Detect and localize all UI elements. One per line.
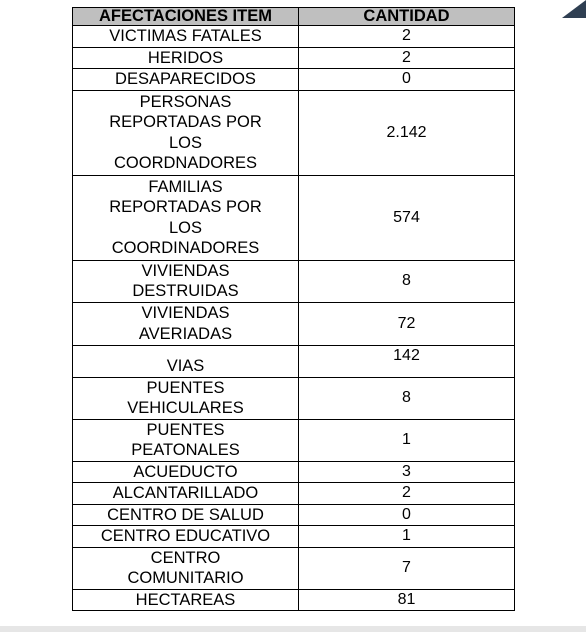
row-item-acueducto: ACUEDUCTO xyxy=(73,461,299,483)
row-item-victimas-fatales: VICTIMAS FATALES xyxy=(73,26,299,48)
row-cantidad: 2 xyxy=(299,26,515,48)
table-row xyxy=(73,483,515,505)
row-item-centro-educativo: CENTRO EDUCATIVO xyxy=(73,526,299,548)
row-item-familias-reportadas: FAMILIAS REPORTADAS POR LOS COORDINADORES xyxy=(73,175,299,260)
header-cantidad: CANTIDAD xyxy=(299,8,515,26)
row-item-heridos: HERIDOS xyxy=(73,47,299,69)
table-row xyxy=(73,47,515,69)
table-row xyxy=(73,589,515,611)
row-cantidad: 0 xyxy=(299,69,515,91)
row-cantidad: 1 xyxy=(299,526,515,548)
row-cantidad: 142 xyxy=(299,345,515,377)
table-row xyxy=(73,69,515,91)
row-cantidad: 2.142 xyxy=(299,90,515,175)
row-item-hectareas: HECTAREAS xyxy=(73,589,299,611)
row-cantidad: 0 xyxy=(299,504,515,526)
table-row xyxy=(73,90,515,175)
table-row xyxy=(73,345,515,377)
header-afectaciones-item: AFECTACIONES ITEM xyxy=(73,8,299,26)
table-row xyxy=(73,461,515,483)
afectaciones-table xyxy=(72,7,515,611)
row-item-personas-reportadas: PERSONAS REPORTADAS POR LOS COORDNADORES xyxy=(73,90,299,175)
corner-accent-shape xyxy=(562,0,586,18)
table-header-row xyxy=(73,8,515,26)
table-row xyxy=(73,260,515,302)
row-item-viviendas-destruidas: VIVIENDAS DESTRUIDAS xyxy=(73,260,299,302)
row-cantidad: 8 xyxy=(299,377,515,419)
row-cantidad: 2 xyxy=(299,483,515,505)
row-cantidad: 81 xyxy=(299,589,515,611)
row-cantidad: 574 xyxy=(299,175,515,260)
row-item-viviendas-averiadas: VIVIENDAS AVERIADAS xyxy=(73,302,299,345)
row-cantidad: 8 xyxy=(299,260,515,302)
bottom-edge-bar xyxy=(0,626,586,632)
table-row xyxy=(73,504,515,526)
row-item-desaparecidos: DESAPARECIDOS xyxy=(73,69,299,91)
row-item-puentes-vehiculares: PUENTES VEHICULARES xyxy=(73,377,299,419)
table-row xyxy=(73,526,515,548)
table-row xyxy=(73,419,515,461)
row-item-vias: VIAS xyxy=(73,345,299,377)
row-item-centro-de-salud: CENTRO DE SALUD xyxy=(73,504,299,526)
row-cantidad: 1 xyxy=(299,419,515,461)
table-row xyxy=(73,26,515,48)
row-cantidad: 7 xyxy=(299,547,515,589)
row-cantidad: 2 xyxy=(299,47,515,69)
table-row xyxy=(73,377,515,419)
row-cantidad: 3 xyxy=(299,461,515,483)
table-row xyxy=(73,175,515,260)
row-item-centro-comunitario: CENTRO COMUNITARIO xyxy=(73,547,299,589)
row-item-alcantarillado: ALCANTARILLADO xyxy=(73,483,299,505)
row-cantidad: 72 xyxy=(299,302,515,345)
row-item-puentes-peatonales: PUENTES PEATONALES xyxy=(73,419,299,461)
table-row xyxy=(73,547,515,589)
table-row xyxy=(73,302,515,345)
